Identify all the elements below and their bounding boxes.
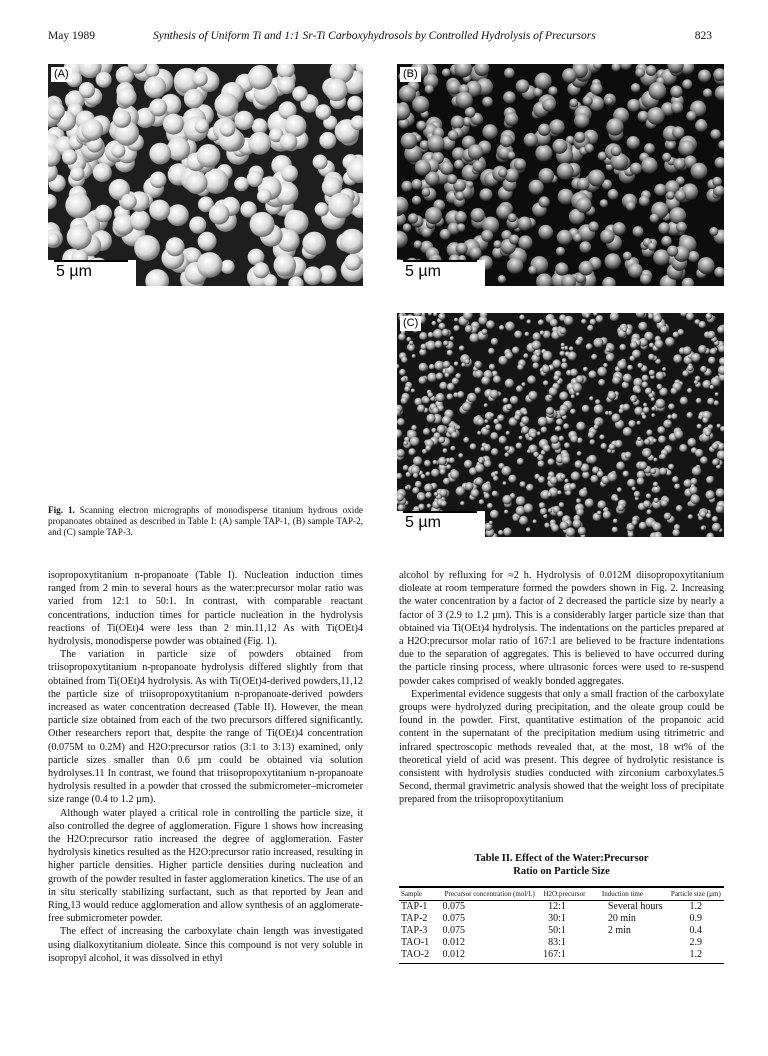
scale-bar-a (48, 260, 136, 286)
table-cell: TAP-1 (401, 901, 428, 912)
table-cell: TAP-2 (401, 913, 428, 924)
caption-label: Fig. 1. (48, 505, 75, 515)
body-column-right (399, 569, 724, 807)
table-cell: 20 min (607, 913, 636, 924)
table-row (399, 913, 724, 925)
scale-label-a: 5 µm (56, 263, 92, 280)
scale-label-c: 5 µm (405, 514, 441, 531)
table-cell (590, 937, 668, 949)
table-cell: 167:1 (539, 949, 590, 964)
table-row (399, 949, 724, 964)
table-title (399, 852, 724, 878)
column-header: Particle size (µm) (668, 888, 724, 901)
table-cell: TAO-1 (401, 937, 430, 948)
table-cell: 0.012 (432, 949, 539, 964)
paragraph: The effect of increasing the carboxylate chain length was investigated using dialkoxytitanium dioleate. Since this compound is not very soluble in isopropyl alcohol, it was dissolved in ethyl (48, 926, 363, 964)
paragraph: The variation in particle size of powders obtained from triisopropoxytitanium n-propanoate hydrolysis differed slightly from that obtained from Ti(OEt)4 hydrolysis. As with Ti(OEt)4-derived powders,11,12 the particle size of triisopropoxytitanium n-propanoate-derived powders increased as water concentration decreased (Table II). However, the mean particle size obtained from each of the two precursors differed significantly. Other researchers report that, despite the range of Ti(OEt)4 concentration (0.075M to 0.2M) and H2O:precursor ratios (3:1 to 3:13) examined, only particle sizes smaller than 0.6 µm could be obtained via solution hydrolyses.11 In contrast, we found that triisopropoxytitanium n-propanoate hydrolysis resulted in a powder that crossed the submicrometer–micrometer size range (0.4 to 1.2 µm). (48, 649, 363, 806)
panel-label-a: (A) (51, 67, 72, 82)
panel-label-c: (C) (400, 316, 421, 331)
paragraph: Experimental evidence suggests that only a small fraction of the carboxylate groups were hydrolyzed during precipitation, and the oleate group could be found in the powder. First, quantitative estimation of the propanoic acid content in the supernatant of the precipitation medium using titrimetric and infrared spectroscopic methods revealed that, at the most, 18 wt% of the theoretical yield of acid was present. This degree of hydrolytic resistance is consistent with hydrolysis studies conducted with zirconium carboxylates.5 Second, thermal gravimetric analysis showed that the weight loss of precipitate prepared from the triisopropoxytitanium (399, 688, 724, 806)
paragraph: alcohol by refluxing for ≈2 h. Hydrolysis of 0.012M diisopropoxytitanium dioleate at room temperature formed the powders shown in Fig. 2. Increasing the water concentration by a factor of 2 decreased the particle size by nearly a factor of 3 (2.9 to 1.2 µm). This is a considerably larger particle size than that obtained via Ti(OEt)4 hydrolysis. The indentations on the particles prepared at a H2O:precursor molar ratio of 167:1 are believed to be fracture indentations due to the separation of aggregates. This is believed to have occurred during the particle rinsing process, where ultrasonic forces were used to re-suspend powder cakes comprised of weakly bonded aggregates. (399, 570, 724, 687)
table-cell: 1.2 (668, 949, 724, 964)
table-row (399, 937, 724, 949)
data-table (399, 886, 724, 964)
table-title-line-1: Table II. Effect of the Water:Precursor (474, 853, 649, 864)
caption-text: Scanning electron micrographs of monodisperse titanium hydrous oxide propanoates obtained as described in Table I: (A) sample TAP-1, (B) sample TAP-2, and (C) sample TAP-3. (48, 505, 363, 537)
body-column-left (48, 569, 363, 965)
scale-label-b: 5 µm (405, 263, 441, 280)
table-cell: TAP-3 (401, 925, 428, 936)
table-cell: 83:1 (548, 937, 566, 948)
paragraph: Although water played a critical role in controlling the particle size, it also controlled the degree of agglomeration. Figure 1 shows how increasing the H2O:precursor ratio increased the degree of agglomeration. Faster hydrolysis kinetics resulted as the H2O:precursor ratio increased, resulting in higher particle densities. Higher particle densities during nucleation and growth of the powder resulted in faster agglomeration kinetics. The use of an in situ sterically stabilizing surfactant, such as that reported by Jean and Ring,13 would reduce agglomeration and allow synthesis of an agglomerate-free submicrometer powder. (48, 807, 363, 925)
table-ii (399, 852, 724, 964)
column-header: Induction time (590, 888, 668, 901)
micrograph-b-image (397, 64, 724, 286)
table-cell: 12:1 (548, 901, 566, 912)
table-header-row (399, 888, 724, 901)
micrograph-b (397, 64, 724, 286)
panel-label-b: (B) (400, 67, 421, 82)
figure-caption (48, 505, 363, 538)
table-title-line-2: Ratio on Particle Size (513, 866, 610, 877)
micrograph-a-image (48, 64, 363, 286)
column-header: Precursor concentration (mol/L) (432, 888, 539, 901)
table-cell: 0.4 (689, 925, 702, 936)
paragraph: isopropoxytitanium n-propanoate (Table I). Nucleation induction times ranged from 2 min to several hours as the water:precursor molar ratio was varied from 12:1 to 50:1. In contrast, with comparable reactant concentrations, induction times for particle nucleation in the hydrolysis reactions of Ti(OEt)4 were less than 2 min.11,12 As with Ti(OEt)4 hydrolysis, monodisperse powder was obtained (Fig. 1). (48, 570, 363, 648)
table-cell: 0.075 (442, 925, 465, 936)
table-cell: TAO-2 (399, 949, 432, 964)
micrograph-a (48, 64, 363, 286)
table-cell: 2.9 (689, 937, 702, 948)
column-header: H2O:precursor (539, 888, 590, 901)
scale-bar-b (397, 260, 485, 286)
table-cell: 30:1 (548, 913, 566, 924)
page-number: 823 (694, 30, 712, 42)
running-header (48, 30, 712, 46)
table-row (399, 925, 724, 937)
column-header: Sample (399, 888, 432, 901)
scale-bar-c (397, 511, 485, 537)
table-cell: 0.9 (689, 913, 702, 924)
header-running-title: Synthesis of Uniform Ti and 1:1 Sr-Ti Carboxyhydrosols by Controlled Hydrolysis of Precursors (153, 30, 596, 42)
table-cell: 0.075 (442, 901, 465, 912)
table-cell: 50:1 (548, 925, 566, 936)
table-cell (590, 949, 668, 964)
table-row (399, 901, 724, 914)
header-date: May 1989 (48, 30, 95, 42)
micrograph-c-image (397, 313, 724, 537)
table-cell: 0.012 (442, 937, 465, 948)
table-cell: 0.075 (442, 913, 465, 924)
table-cell: 1.2 (689, 901, 702, 912)
table-cell: 2 min (607, 925, 631, 936)
table-cell: Several hours (607, 901, 663, 912)
micrograph-c (397, 313, 724, 537)
